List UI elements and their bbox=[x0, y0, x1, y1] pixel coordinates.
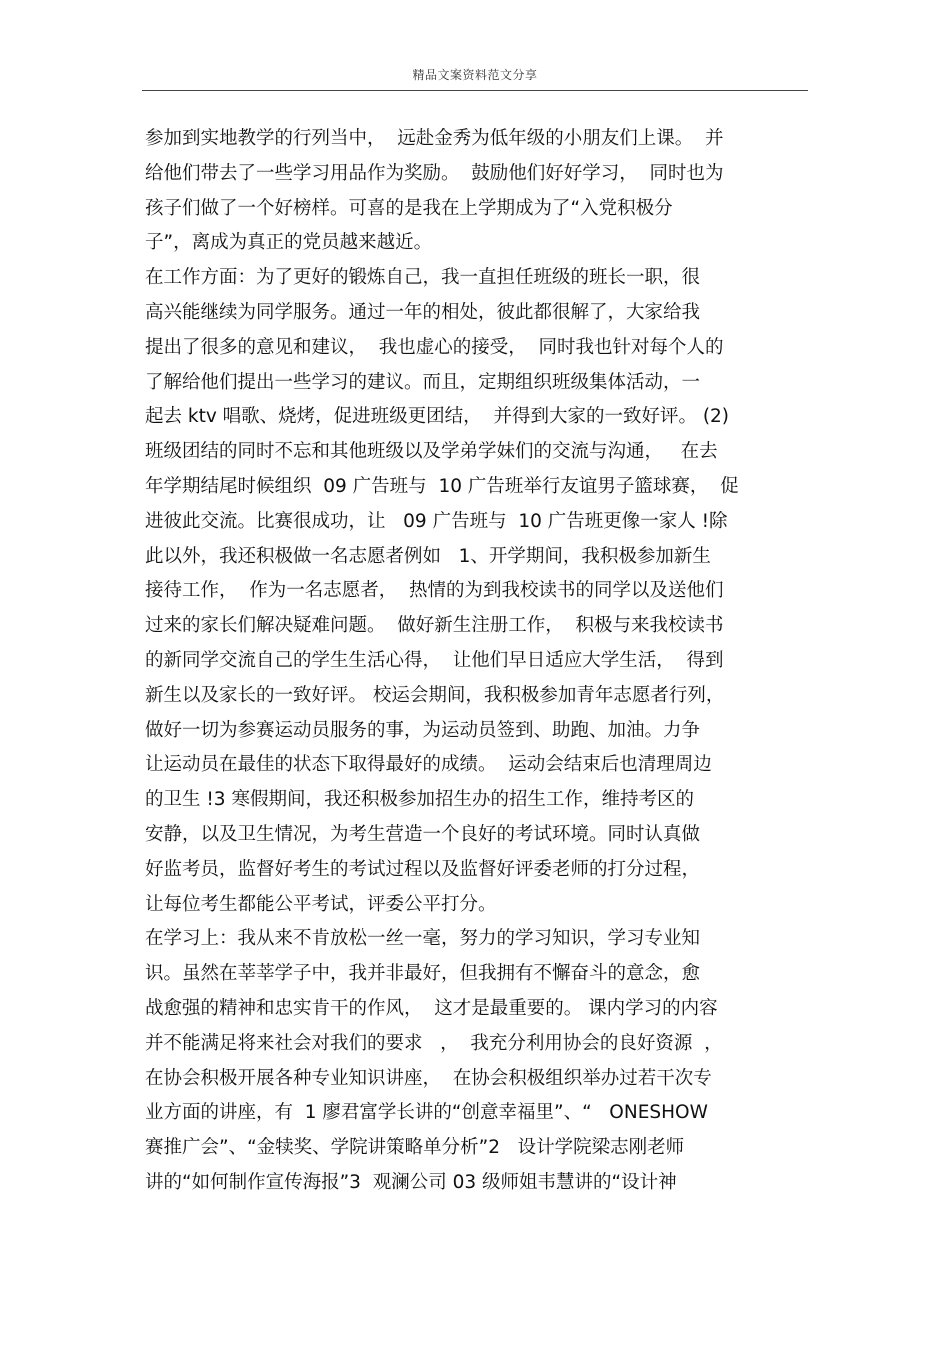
header-divider bbox=[142, 90, 808, 91]
body-line: 业方面的讲座，有 1 廖君富学长讲的“创意幸福里”、“ ONESHOW bbox=[145, 1102, 708, 1124]
document-body bbox=[145, 122, 815, 1201]
body-line: 在工作方面：为了更好的锻炼自己，我一直担任班级的班长一职，很 bbox=[145, 267, 701, 289]
body-line: 给他们带去了一些学习用品作为奖励。 鼓励他们好好学习， 同时也为 bbox=[145, 162, 724, 184]
body-line: 高兴能继续为同学服务。通过一年的相处，彼此都很解了，大家给我 bbox=[145, 301, 701, 323]
body-line: 的卫生 !3 寒假期间，我还积极参加招生办的招生工作，维持考区的 bbox=[145, 789, 694, 811]
body-line: 起去 ktv 唱歌、烧烤，促进班级更团结， 并得到大家的一致好评。 (2) bbox=[145, 406, 730, 428]
body-line: 识。虽然在莘莘学子中，我并非最好，但我拥有不懈奋斗的意念，愈 bbox=[145, 963, 701, 985]
body-line: 好监考员，监督好考生的考试过程以及监督好评委老师的打分过程， bbox=[145, 858, 701, 880]
body-line: 安静，以及卫生情况，为考生营造一个良好的考试环境。同时认真做 bbox=[145, 823, 701, 845]
body-line: 过来的家长们解决疑难问题。 做好新生注册工作， 积极与来我校读书 bbox=[145, 615, 724, 637]
page-header-title: 精品文案资料范文分享 bbox=[412, 68, 538, 82]
body-line: 做好一切为参赛运动员服务的事，为运动员签到、助跑、加油。力争 bbox=[145, 719, 701, 741]
body-line: 并不能满足将来社会对我们的要求 ， 我充分利用协会的良好资源 ， bbox=[145, 1032, 723, 1054]
body-line: 此以外，我还积极做一名志愿者例如 1、开学期间，我积极参加新生 bbox=[145, 545, 711, 567]
body-line: 年学期结尾时候组织 09 广告班与 10 广告班举行友谊男子篮球赛， 促 bbox=[145, 475, 739, 497]
body-line: 参加到实地教学的行列当中， 远赴金秀为低年级的小朋友们上课。 并 bbox=[145, 128, 724, 149]
body-line: 新生以及家长的一致好评。 校运会期间，我积极参加青年志愿者行列， bbox=[145, 684, 725, 706]
body-line: 班级团结的同时不忘和其他班级以及学弟学妹们的交流与沟通， 在去 bbox=[145, 441, 718, 463]
body-line: 战愈强的精神和忠实肯干的作风， 这才是最重要的。 课内学习的内容 bbox=[145, 997, 718, 1019]
body-line: 讲的“如何制作宣传海报”3 观澜公司 03 级师姐韦慧讲的“设计神 bbox=[145, 1171, 677, 1193]
body-line: 的新同学交流自己的学生生活心得， 让他们早日适应大学生活， 得到 bbox=[145, 649, 724, 671]
body-line: 让每位考生都能公平考试，评委公平打分。 bbox=[145, 893, 497, 915]
body-line: 进彼此交流。比赛很成功，让 09 广告班与 10 广告班更像一家人 !除 bbox=[145, 510, 728, 532]
body-line: 接待工作， 作为一名志愿者， 热情的为到我校读书的同学以及送他们 bbox=[145, 580, 724, 602]
body-line: 提出了很多的意见和建议， 我也虚心的接受， 同时我也针对每个人的 bbox=[145, 336, 724, 358]
body-line: 了解给他们提出一些学习的建议。而且，定期组织班级集体活动，一 bbox=[145, 371, 701, 393]
body-line: 在学习上：我从来不肯放松一丝一毫，努力的学习知识，学习专业知 bbox=[145, 928, 701, 950]
body-line: 赛推广会”、“金犊奖、学院讲策略单分析”2 设计学院梁志刚老师 bbox=[145, 1137, 685, 1159]
body-line: 在协会积极开展各种专业知识讲座， 在协会积极组织举办过若干次专 bbox=[145, 1067, 712, 1089]
body-line: 孩子们做了一个好榜样。可喜的是我在上学期成为了“入党积极分 bbox=[145, 197, 673, 219]
body-line: 让运动员在最佳的状态下取得最好的成绩。 运动会结束后也清理周边 bbox=[145, 754, 712, 776]
body-line: 子”，离成为真正的党员越来越近。 bbox=[145, 232, 433, 254]
